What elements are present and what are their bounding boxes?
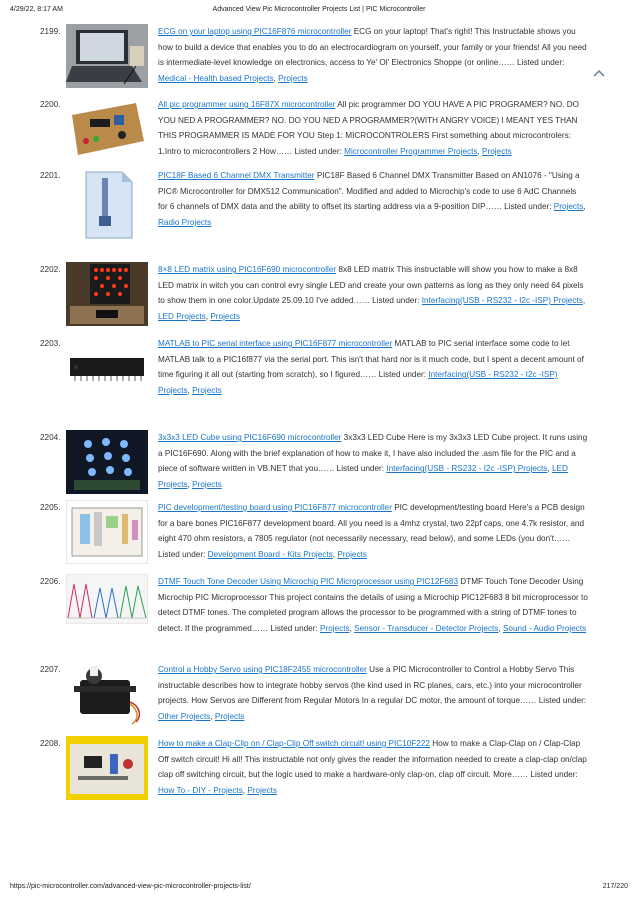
project-description: PIC18F Based 6 Channel DMX Transmitter Based on AN1076 - "Using a PIC® Microcontroller for DMX512 Communication". Modified and added to Microchip's code to use 6 AdC Channels for 6 channels of DMX data and the ability to offset its starting address via a 9-position DIP…… Listed under:	[158, 171, 580, 212]
chevron-up-icon	[592, 66, 606, 80]
print-page-number: 217/220	[602, 883, 628, 890]
tag-link[interactable]: Radio Projects	[158, 217, 212, 227]
tag-link[interactable]: Projects	[247, 785, 277, 795]
project-thumbnail[interactable]	[66, 500, 148, 572]
project-title-link[interactable]: ECG on your laptop using PIC16F876 microcontroller	[158, 27, 352, 36]
project-description: Use a PIC Microcontroller to Control a Hobby Servo This instructable describes how to integrate hobby servos (the kind used in RC planes, cars, etc.) into your microcontroller projects. How Servos are Different from Regular Motors In a regular DC motor, the amount of torque…… Listed under:	[158, 665, 587, 706]
project-thumbnail[interactable]	[66, 168, 148, 240]
project-thumbnail[interactable]	[66, 336, 148, 408]
item-text: DTMF Touch Tone Decoder Using Microchip PIC Microprocessor using PIC12F683 DTMF Touch Tone Decoder Using Microchip PIC Microprocessor This project contains the details of using a Microchip PIC12F683 8 bit microprocessor to detect DTMF tones. The completed program allows the processor to be programmed with a string of DTMF tones to detect. If the programmed…… Listed under: Projects, Sensor - Transducer - Detector Projects, Sound - Audio Projects	[158, 577, 588, 633]
item-text: All pic programmer using 16F87X microcontroller All pic programmer DO YOU HAVE A PIC PROGRAMER? NO. DO YOU NED A PROGRAMMER? NO. DO YOU NED A PROGRAMMER?(WITH ANGRY VOICE) I MEANT YES THAN THIS PROGRAMMER IS MADE FOR YOU Step 1: MICROCONTROLERS First something about microcontrolers: 1.Intro to microcontrollers 2 How…… Listed under: Microcontroller Programmer Projects, Projects	[158, 100, 580, 156]
item-text: MATLAB to PIC serial interface using PIC16F877 microcontroller MATLAB to PIC serial interface some code to let MATLAB talk to a PIC16f877 via the serial port. This isn't that hard nor is it much code, but I spent a decent amount of time figuring it all out (starting from scratch), so I figured…… Listed under: Interfacing(USB - RS232 - I2c -ISP) Projects, Projects	[158, 339, 584, 395]
item-text: PIC18F Based 6 Channel DMX Transmitter PIC18F Based 6 Channel DMX Transmitter Based on AN1076 - "Using a PIC® Microcontroller for DMX512 Communication". Modified and added to Microchip's code to use 6 AdC Channels for 6 channels of DMX data and the ability to offset its starting address via a 9-position DIP…… Listed under: Projects, Radio Projects	[158, 171, 586, 227]
tag-link[interactable]: Projects	[192, 479, 222, 489]
tag-link[interactable]: Projects	[337, 549, 367, 559]
item-number: 2203.	[40, 339, 61, 348]
project-description: 8x8 LED matrix This instructable will show you how to make a 8x8 LED matrix in witch you can control evry single LED and create your own patterns as long as they only need 64 pixels to show them in one color.Update 25.09.10 I've added…… Listed under:	[158, 265, 584, 306]
project-thumbnail[interactable]	[66, 430, 148, 502]
tag-link[interactable]: Sound - Audio Projects	[502, 623, 587, 633]
scroll-to-top-button[interactable]	[592, 66, 606, 80]
tag-link[interactable]: Projects	[192, 385, 222, 395]
project-description: All pic programmer DO YOU HAVE A PIC PROGRAMER? NO. DO YOU NED A PROGRAMMER? NO. DO YOU NED A PROGRAMMER?(WITH ANGRY VOICE) I MEANT YES THAN THIS PROGRAMMER IS MADE FOR YOU Step 1: MICROCONTROLERS First something about microcontrolers: 1.Intro to microcontrollers 2 How…… Listed under:	[158, 100, 580, 156]
item-number: 2204.	[40, 433, 61, 442]
tag-link[interactable]: Sensor - Transducer - Detector Projects	[354, 623, 499, 633]
item-text: How to make a Clap-Clip on / Clap-Clip Off switch circuit! using PIC10F222 How to make a Clap-Clap on / Clap-Clap Off switch circuit! Hi all! This instructable not only gives the reader the information needed to create a clap-clap on/clap clap off switching circuit, but the logic used to make a hardware-only clap-on, clap off circuit. More…… Listed under: How To - DIY - Projects, Projects	[158, 739, 587, 795]
project-description: ECG on your laptop! That's right! This Instructable shows you how to build a device that enables you to do an electrocardiogram on yourself, your family or your friends! All you need is intermediate-level knowledge on electronics, access to Ye' Ol' Electronics Shoppe (or online…… Listed under:	[158, 27, 587, 68]
tag-link[interactable]: Projects	[553, 202, 584, 212]
project-title-link[interactable]: All pic programmer using 16F87X microcontroller	[158, 100, 336, 109]
project-title-link[interactable]: DTMF Touch Tone Decoder Using Microchip PIC Microprocessor using PIC12F683	[158, 577, 459, 586]
print-url: https://pic-microcontroller.com/advanced-view-pic-microcontroller-projects-list/	[10, 883, 251, 890]
print-header	[10, 6, 628, 18]
tag-link[interactable]: Other Projects	[158, 711, 211, 721]
project-title-link[interactable]: PIC development/testing board using PIC16F877 microcontroller	[158, 503, 392, 512]
print-footer	[10, 883, 628, 895]
tag-link[interactable]: Interfacing(USB - RS232 - I2c -ISP) Projects	[421, 296, 583, 306]
tag-link[interactable]: Projects	[482, 146, 512, 156]
project-thumbnail[interactable]	[66, 24, 148, 96]
project-title-link[interactable]: PIC18F Based 6 Channel DMX Transmitter	[158, 171, 315, 180]
project-title-link[interactable]: 3x3x3 LED Cube using PIC16F690 microcontroller	[158, 433, 342, 442]
tag-link[interactable]: Projects	[214, 711, 245, 721]
tag-link[interactable]: Interfacing(USB - RS232 - I2c -ISP) Projects	[386, 464, 548, 474]
item-text: ECG on your laptop using PIC16F876 microcontroller ECG on your laptop! That's right! This Instructable shows you how to build a device that enables you to do an electrocardiogram on yourself, your family or your friends! All you need is intermediate-level knowledge on electronics, access to Ye' Ol' Electronics Shoppe (or online…… Listed under: Medical - Health based Projects, Projects	[158, 27, 587, 83]
tag-link[interactable]: LED Projects	[158, 311, 206, 321]
print-date: 4/29/22, 8:17 AM	[10, 6, 63, 13]
project-description: How to make a Clap-Clap on / Clap-Clap Off switch circuit! Hi all! This instructable not only gives the reader the information needed to create a clap-clap on/clap clap off switching circuit, but the logic used to make a hardware-only clap-on, clap off circuit. More…… Listed under:	[158, 739, 587, 780]
tag-link[interactable]: How To - DIY - Projects	[158, 785, 243, 795]
tag-link[interactable]: Microcontroller Programmer Projects	[344, 146, 478, 156]
project-thumbnail[interactable]	[66, 262, 148, 334]
tag-link[interactable]: Projects	[320, 623, 350, 633]
item-number: 2208.	[40, 739, 61, 748]
item-text: PIC development/testing board using PIC16F877 microcontroller PIC development/testing board Here's a PCB design for a bare bones PIC16F877 development board. All you need is a 4mhz crystal, two 22pf caps, one 4.7k resistor, and eight 470 ohm resistors, a 7805 regulator (not necessarily necessary, read below), and some LEDs (you don't…… Listed under: Development Board - Kits Projects, Projects	[158, 503, 585, 559]
tag-link[interactable]: Development Board - Kits Projects	[207, 549, 333, 559]
project-thumbnail[interactable]	[66, 662, 148, 734]
project-title-link[interactable]: 8×8 LED matrix using PIC16F690 microcontroller	[158, 265, 337, 274]
tag-link[interactable]: Projects	[278, 73, 308, 83]
item-number: 2199.	[40, 27, 61, 36]
project-title-link[interactable]: MATLAB to PIC serial interface using PIC16F877 microcontroller	[158, 339, 393, 348]
item-text: 3x3x3 LED Cube using PIC16F690 microcontroller 3x3x3 LED Cube Here is my 3x3x3 LED Cube project. It runs using a PIC16F690. Along with the brief explanation of how to make it, I have also included the .asm file for the PIC and a piece of software written in VB.NET that you…… Listed under: Interfacing(USB - RS232 - I2c -ISP) Projects, LED Projects, Projects	[158, 433, 588, 489]
project-thumbnail[interactable]	[66, 97, 148, 169]
tag-link[interactable]: Medical - Health based Projects	[158, 73, 274, 83]
project-description: MATLAB to PIC serial interface some code to let MATLAB talk to a PIC16f877 via the serial port. This isn't that hard nor is it much code, but I spent a decent amount of time figuring it all out (starting from scratch), so I figured…… Listed under:	[158, 339, 584, 380]
item-number: 2205.	[40, 503, 61, 512]
print-page-title: Advanced View Pic Microcontroller Projects List | PIC Microcontroller	[212, 6, 426, 13]
project-description: 3x3x3 LED Cube Here is my 3x3x3 LED Cube project. It runs using a PIC16F690. Along with the brief explanation of how to make it, I have also included the .asm file for the PIC and a piece of software written in VB.NET that you…… Listed under:	[158, 433, 588, 474]
item-number: 2200.	[40, 100, 61, 109]
project-thumbnail[interactable]	[66, 574, 148, 646]
item-text: Control a Hobby Servo using PIC18F2455 microcontroller Use a PIC Microcontroller to Control a Hobby Servo This instructable describes how to integrate hobby servos (the kind used in RC planes, cars, etc.) into your microcontroller projects. How Servos are Different from Regular Motors In a regular DC motor, the amount of torque…… Listed under: Other Projects, Projects	[158, 665, 587, 721]
project-title-link[interactable]: Control a Hobby Servo using PIC18F2455 microcontroller	[158, 665, 367, 674]
item-number: 2206.	[40, 577, 61, 586]
tag-link[interactable]: Projects	[210, 311, 240, 321]
project-thumbnail[interactable]	[66, 736, 148, 808]
tag-link[interactable]: Interfacing(USB - RS232 - I2c -ISP) Projects	[158, 370, 558, 395]
item-number: 2207.	[40, 665, 61, 674]
tag-link[interactable]: LED Projects	[158, 464, 568, 489]
item-text: 8×8 LED matrix using PIC16F690 microcontroller 8x8 LED matrix This instructable will show you how to make a 8x8 LED matrix in witch you can control evry single LED and create your own patterns as long as they only need 64 pixels to show them in one color.Update 25.09.10 I've added…… Listed under: Interfacing(USB - RS232 - I2c -ISP) Projects, LED Projects, Projects	[158, 265, 586, 321]
item-number: 2201.	[40, 171, 61, 180]
project-description: DTMF Touch Tone Decoder Using Microchip PIC Microprocessor This project contains the details of using a Microchip PIC12F683 8 bit microprocessor to detect DTMF tones. The completed program allows the processor to be programmed with a string of DTMF tones to detect. If the programmed…… Listed under:	[158, 577, 588, 633]
project-description: PIC development/testing board Here's a PCB design for a bare bones PIC16F877 development board. All you need is a 4mhz crystal, two 22pf caps, one 4.7k resistor, and eight 470 ohm resistors, a 7805 regulator (not necessarily necessary, read below), and some LEDs (you don't…… Listed under:	[158, 503, 585, 559]
item-number: 2202.	[40, 265, 61, 274]
project-title-link[interactable]: How to make a Clap-Clip on / Clap-Clip Off switch circuit! using PIC10F222	[158, 739, 430, 748]
